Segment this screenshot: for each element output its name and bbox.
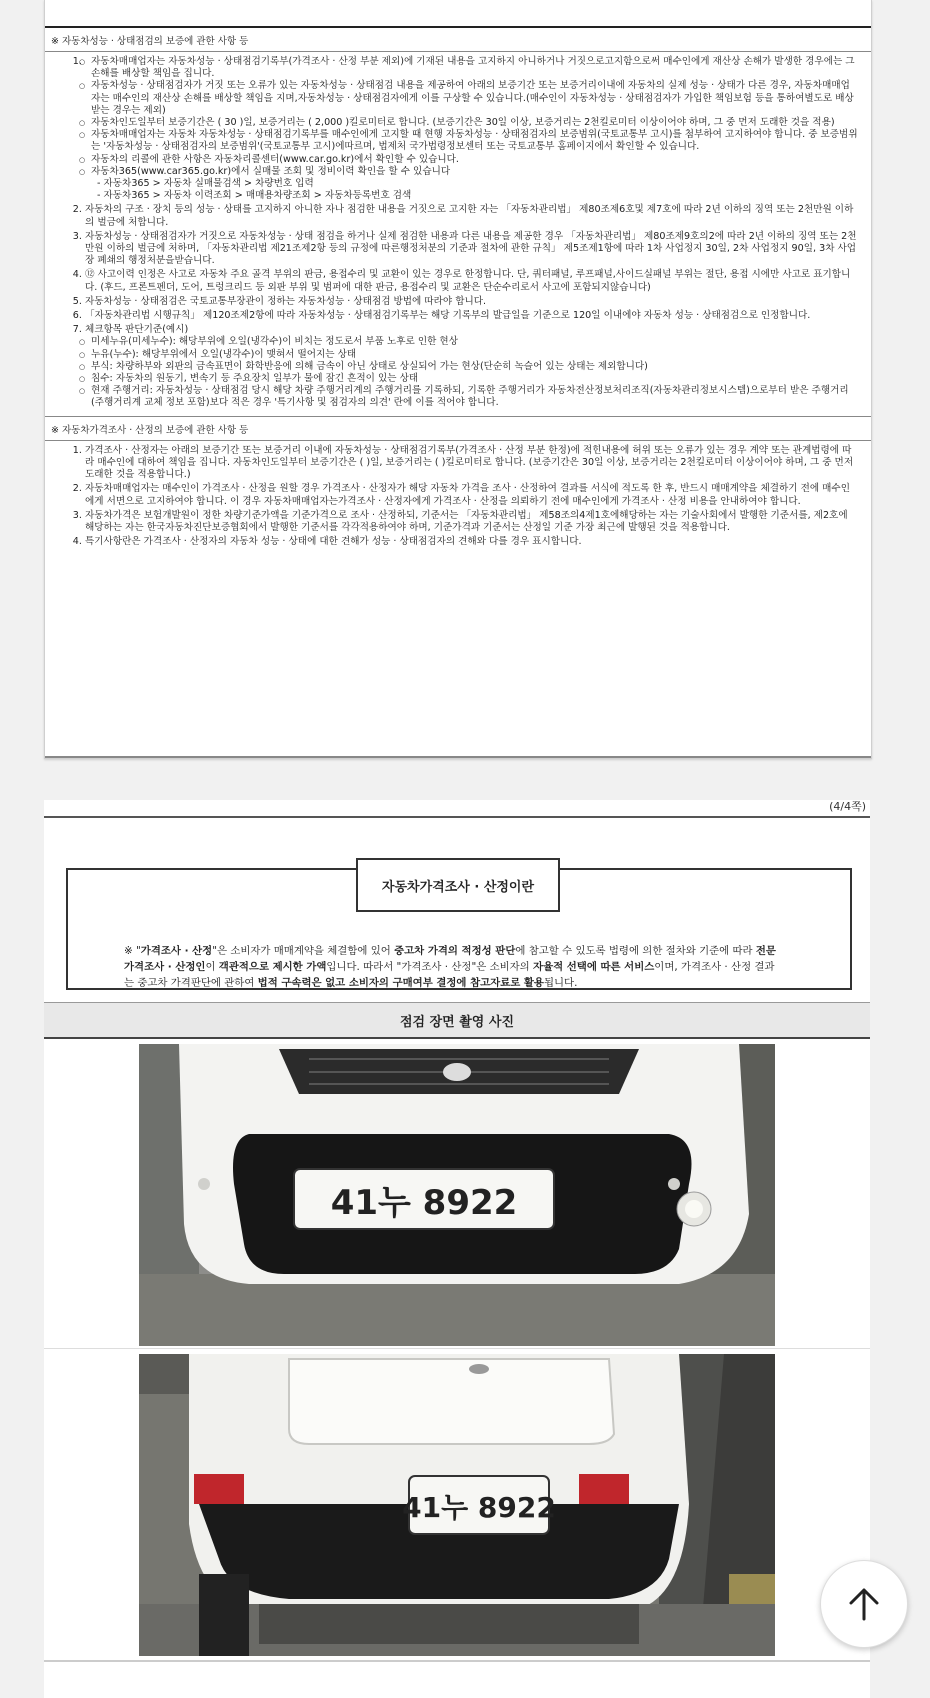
section1-bullet: ○ 자동차365(www.car365.go.kr)에서 실매물 조회 및 정비이력 확인을 할 수 있습니다 [79,166,859,178]
scroll-to-top-button[interactable] [820,1560,908,1648]
price-info-text: ※ "가격조사 · 산정"은 소비자가 매매계약을 체결함에 있어 중고차 가격의 적정성 판단에 참고할 수 있도록 법령에 의한 절차와 기준에 따라 전문 가격조사 · 산정인이 객관적으로 제시한 가액입니다. 따라서 "가격조사 · 산정"은 소비자의 자율적 선택에 따른 서비스이며, 가격조사 · 산정 결과는 중고차 가격판단에 관하여 법적 구속력은 없고 소비자의 구매여부 결정에 참고자료로 활용됩니다. [124,945,776,989]
dash-line: - 자동차365 > 자동차 실매물검색 > 차량번호 입력 [97,178,314,190]
criteria-bullet: ○ 미세누유(미세누수): 해당부위에 오일(냉각수)이 비치는 정도로서 부품 노후로 인한 현상 [79,336,859,348]
section1-item-3: 3. 자동차성능 · 상태점검자가 거짓으로 자동차성능 · 상태 점검을 하거나 실제 점검한 내용과 다른 내용을 제공한 경우 「자동차관리법」 제80조제9호의2에 따라 2년 이하의 징역 또는 2천만원 이하의 벌금에 처하며, 「자동차관리법 제21조제2항 등의 규정에 따른행정처분의 기준과 절차에 관한 규칙」 제5조제1항에 따라 1차 사업정지 30일, 2차 사업정지 90일, 3차 사업장 폐쇄의 행정처분을받습니다. [85,231,859,268]
section1-bullet: ○ 자동차의 리콜에 관한 사항은 자동차리콜센터(www.car.go.kr)에서 확인할 수 있습니다. [79,154,859,166]
photo-divider [44,1348,870,1349]
section1-bullet: ○ 자동차인도일부터 보증기간은 ( 30 )일, 보증거리는 ( 2,000 )킬로미터로 합니다. (보증기간은 30일 이상, 보증거리는 2천킬로미터 이상이어야 하며, 그 중 먼저 도래한 것을 적용) [79,117,859,129]
page4-content [44,816,870,1698]
photo-divider [44,1660,870,1662]
section1-list [45,56,871,410]
arrow-up-icon [846,1586,882,1622]
criteria-bullet: ○ 부식: 차량하부와 외판의 금속표면이 화학반응에 의해 금속이 아닌 상태로 상실되어 가는 현상(단순히 녹슬어 있는 상태는 제외합니다) [79,361,859,373]
section1-bullet: ○ 1. 자동차매매업자는 자동차성능 · 상태점검기록부(가격조사 · 산정 부분 제외)에 기재된 내용을 고지하지 아니하거나 거짓으로고지함으로써 매수인에게 재산상 손해가 발생한 경우에는 그 손해를 배상할 책임을 집니다. [79,56,859,80]
section2-item-1: 1. 가격조사 · 산정자는 아래의 보증기간 또는 보증거리 이내에 자동차성능 · 상태점검기록부(가격조사 · 산정 부분 한정)에 적힌내용에 허위 또는 오류가 있는 경우 계약 또는 관계법령에 따라 매수인에 대하여 책임을 집니다. 자동차인도일부터 보증기간은 ( )일, 보증거리는 ( )킬로미터로 합니다. (보증기간은 30일 이상, 보증거리는 2천킬로미터 이상이어야 하며, 그 중 먼저 도래한 것을 적용합니다.) [85,445,859,482]
car-front-image [139,1044,775,1346]
photo-section-heading: 점검 장면 촬영 사진 [44,1002,870,1039]
criteria-bullet: ○ 누유(누수): 해당부위에서 오일(냉각수)이 맺혀서 떨어지는 상태 [79,349,859,361]
section2-item-4: 4. 특기사항란은 가격조사 · 산정자의 자동차 성능 · 상태에 대한 견해가 성능 · 상태점검자의 견해와 다를 경우 표시합니다. [85,536,859,548]
inspection-report-page-3 [44,0,872,759]
dash-line: - 자동차365 > 자동차 이력조회 > 매매용차량조회 > 자동차등록번호 검색 [97,190,412,202]
plate-number-front: 41누 8922 [330,1183,518,1223]
section2-item-2: 2. 자동차매매업자는 매수인이 가격조사 · 산정을 원할 경우 가격조사 · 산정자가 해당 자동차 가격을 조사 · 산정하여 결과를 서식에 적도록 한 후, 반드시 매매계약을 체결하기 전에 매수인에게 서면으로 고지하여야 합니다. 이 경우 자동차매매업자는가격조사 · 산정자에게 가격조사 · 산정을 의뢰하기 전에 매수인에게 가격조사 · 산정 비용을 안내하여야 합니다. [85,483,859,507]
car-rear-image [139,1354,775,1656]
criteria-bullet: ○ 현재 주행거리: 자동차성능 · 상태점검 당시 해당 차량 주행거리계의 주행거리를 기록하되, 기록한 주행거리가 자동차전산정보처리조직(자동차관리정보시스템)으로부터 받은 주행거리(주행거리계 교체 정보 포함)보다 적은 경우 '특기사항 및 점검자의 의견' 란에 이를 적어야 합니다. [79,385,859,409]
item7-title: 체크항목 판단기준(예시) [85,324,189,336]
section1-item-7 [85,324,859,409]
car-rear-photo [139,1354,775,1656]
page-bottom-border [45,756,871,758]
section1-bullet: ○ 자동차매매업자는 자동차 자동차성능 · 상태점검기록부를 매수인에게 고지할 때 현행 자동차성능 · 상태점검자의 보증범위(국토교통부 고시)를 첨부하여 고지하여야 합니다. 중 보증범위는 '자동차성능 · 상태점검자의 보증범위'(국토교통부 고시)에따르며, 법제처 국가법령정보센터 또는 국토교통부 홈페이지에서 확인할 수 있습니다. [79,129,859,153]
section1-item-2: 2. 자동차의 구조 · 장치 등의 성능 · 상태를 고지하지 아니한 자나 점검한 내용을 거짓으로 고지한 자는 「자동차관리법」 제80조제6호및 제7호에 따라 2년 이하의 징역 또는 2천만원 이하의 벌금에 처합니다. [85,204,859,228]
car-front-photo [139,1044,775,1346]
page-number: (4/4쪽) [829,800,866,813]
section1-item-1 [85,56,859,202]
section2-heading: ※ 자동차가격조사 · 산정의 보증에 관한 사항 등 [45,416,871,441]
section1-item-4: 4. ⑫ 사고이력 인정은 사고로 자동차 주요 골격 부위의 판금, 용접수리 및 교환이 있는 경우로 한정합니다. 단, 쿼터패널, 루프패널,사이드실패널 부위는 절단, 용접 시에만 사고로 표기합니다. (후드, 프론트펜더, 도어, 트렁크리드 등 외판 부위 및 범퍼에 대한 판금, 용접수리 및 교환은 단순수리로서 사고에 포함되지않습니다) [85,269,859,293]
section2-list [45,445,871,549]
section1-heading: ※ 자동차성능 · 상태점검의 보증에 관한 사항 등 [45,26,871,52]
inspection-report-page-4 [44,800,870,1695]
section1-bullet: ○ 자동차성능 · 상태점검자가 거짓 또는 오류가 있는 자동차성능 · 상태점검 내용을 제공하여 아래의 보증기간 또는 보증거리이내에 자동차의 실제 성능 · 상태가 다른 경우, 자동차매매업자는 매수인의 재산상 손해를 배상할 책임을 지며,자동차성능 · 상태점검자에게 이를 구상할 수 있습니다.(매수인이 자동차성능 · 상태점검자가 가입한 책임보험 등을 통하여별도로 배상받는 경우는 제외) [79,80,859,117]
section2-item-3: 3. 자동차가격은 보험개발원이 정한 차량기준가액을 기준가격으로 조사 · 산정하되, 기준서는 「자동차관리법」 제58조의4제1호에해당하는 자는 기술사회에서 발행한 기준서를, 제2호에 해당하는 자는 한국자동차진단보증협회에서 발행한 기준서를 각각적용하여야 하며, 기준가격과 기준서는 산정일 기준 가장 최근에 발행된 것을 적용합니다. [85,510,859,534]
section1-item-5: 5. 자동차성능 · 상태점검은 국토교통부장관이 정하는 자동차성능 · 상태점검 방법에 따라야 합니다. [85,296,859,308]
section1-item-6: 6. 「자동차관리법 시행규칙」 제120조제2항에 따라 자동차성능 · 상태점검기록부는 해당 기록부의 발급일을 기준으로 120일 이내에야 자동차 성능 · 상태점검으로 인정합니다. [85,310,859,322]
plate-number-rear: 41누 8922 [402,1491,556,1524]
price-info-title: 자동차가격조사 · 산정이란 [356,858,560,912]
criteria-bullet: ○ 침수: 자동차의 원동기, 변속기 등 주요장치 일부가 물에 잠긴 흔적이 있는 상태 [79,373,859,385]
